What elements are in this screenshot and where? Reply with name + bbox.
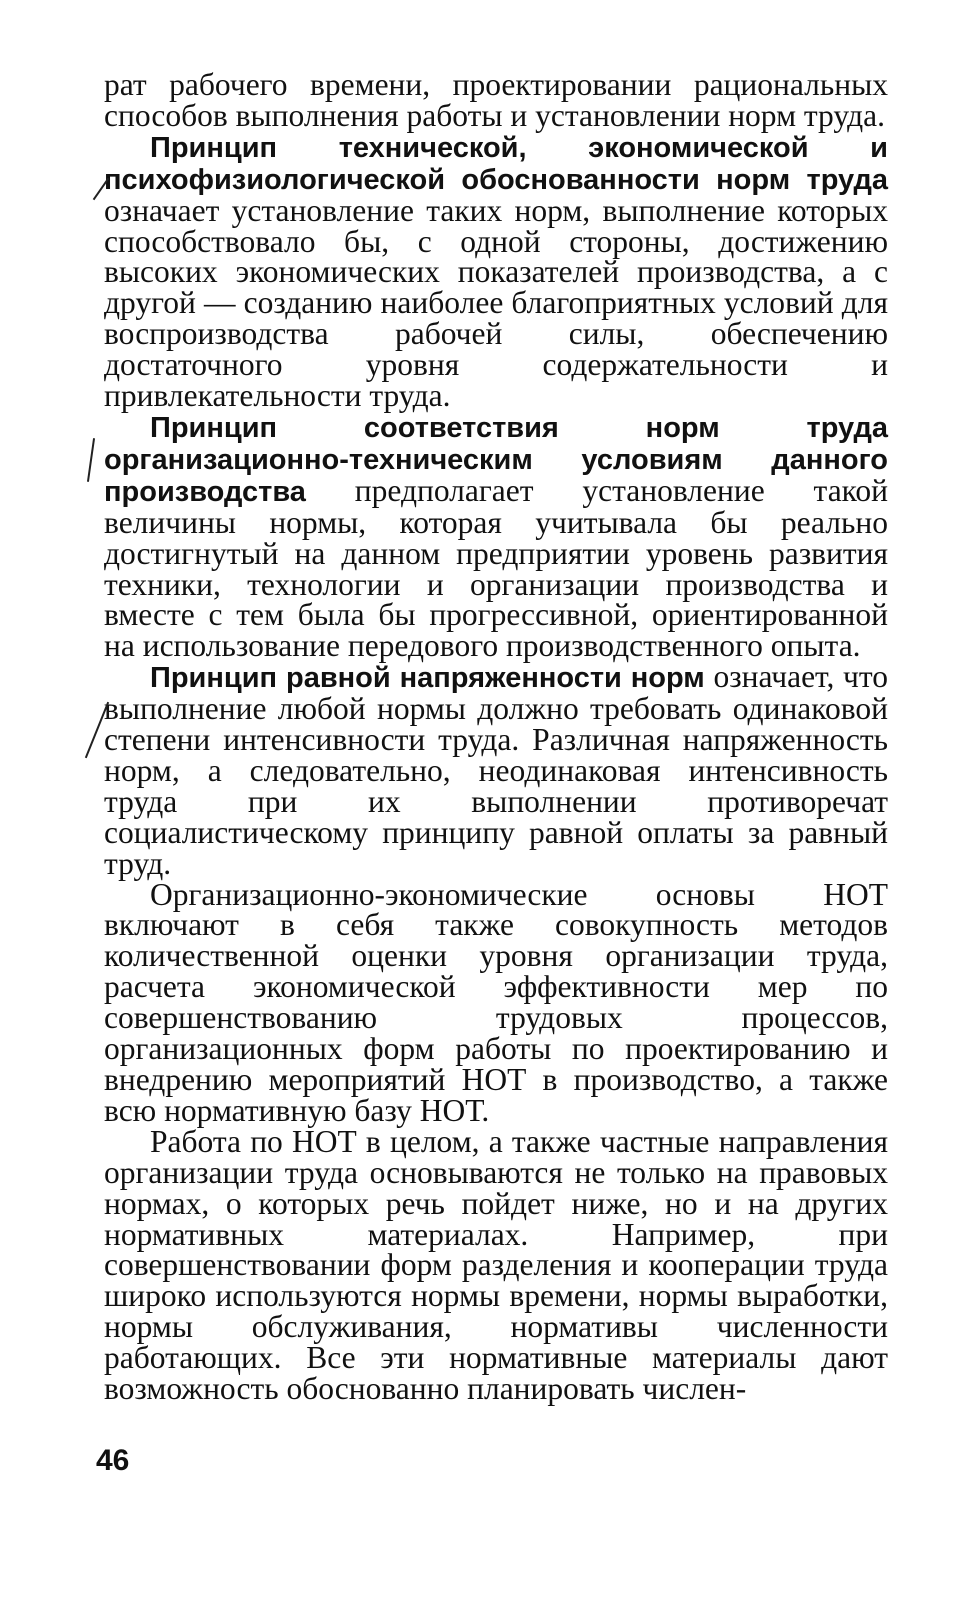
paragraph-principle-substantiation <box>104 132 888 412</box>
margin-pencil-mark <box>87 438 95 482</box>
paragraph-text: рат рабочего времени, проектировании рациональных способов выполнения работы и установлении норм труда. <box>104 67 888 133</box>
paragraph-text: означает, что выполнение любой нормы должно требовать одинаковой степени интенсивности труда. Различная напряженность норм, а следовательно, неодинаковая интенсивность труда при их выполнении противоречат социалистическому принципу равной оплаты за равный труд. <box>104 659 888 881</box>
paragraph-not-foundations <box>104 876 888 1128</box>
paragraph-heading: Принцип соответствия норм труда организационно-техническим условиям данного производства <box>104 411 888 508</box>
paragraph-text: Организационно-экономические основы НОТ включают в себя также совокупность методов количественной оценки уровня организации труда, расчета экономической эффективности мер по совершенствованию трудовых процессов, организационных форм работы по проектированию и внедрению мероприятий НОТ в производство, а также всю нормативную базу НОТ. <box>104 876 888 1128</box>
paragraph-text: предполагает установление такой величины нормы, которая учитывала бы реально достигнутый на данном предприятии уровень развития техники, технологии и организации производства и вместе с тем была бы прогрессивной, ориентированной на использование передового производственного опыта. <box>104 472 888 664</box>
paragraph-text: означает установление таких норм, выполнение которых способствовало бы, с одной стороны, достижению высоких экономических показателей производства, а с другой — созданию наиболее благоприятных условий для воспроизводства рабочей силы, обеспечению достаточного уровня содержательности и привлекательности труда. <box>104 192 888 414</box>
paragraph-text: Работа по НОТ в целом, а также частные направления организации труда основываются не только на правовых нормах, о которых речь пойдет ниже, но и на других нормативных материалах. Например, при совершенствовании форм разделения и кооперации труда широко используются нормы времени, нормы выработки, нормы обслуживания, нормативы численности работающих. Все эти нормативные материалы дают возможность обоснованно планировать числен- <box>104 1123 888 1407</box>
page-body <box>104 67 888 1407</box>
paragraph-heading: Принцип равной напряженности норм <box>150 662 705 695</box>
paragraph-principle-conformity <box>104 412 888 662</box>
paragraph-continuation <box>104 67 888 133</box>
paragraph-heading: Принцип технической, экономической и психофизиологической обоснованности норм труда <box>104 131 888 196</box>
paragraph-principle-equal-intensity <box>104 659 888 881</box>
page-number: 46 <box>96 1444 130 1477</box>
paragraph-not-work <box>104 1123 888 1407</box>
